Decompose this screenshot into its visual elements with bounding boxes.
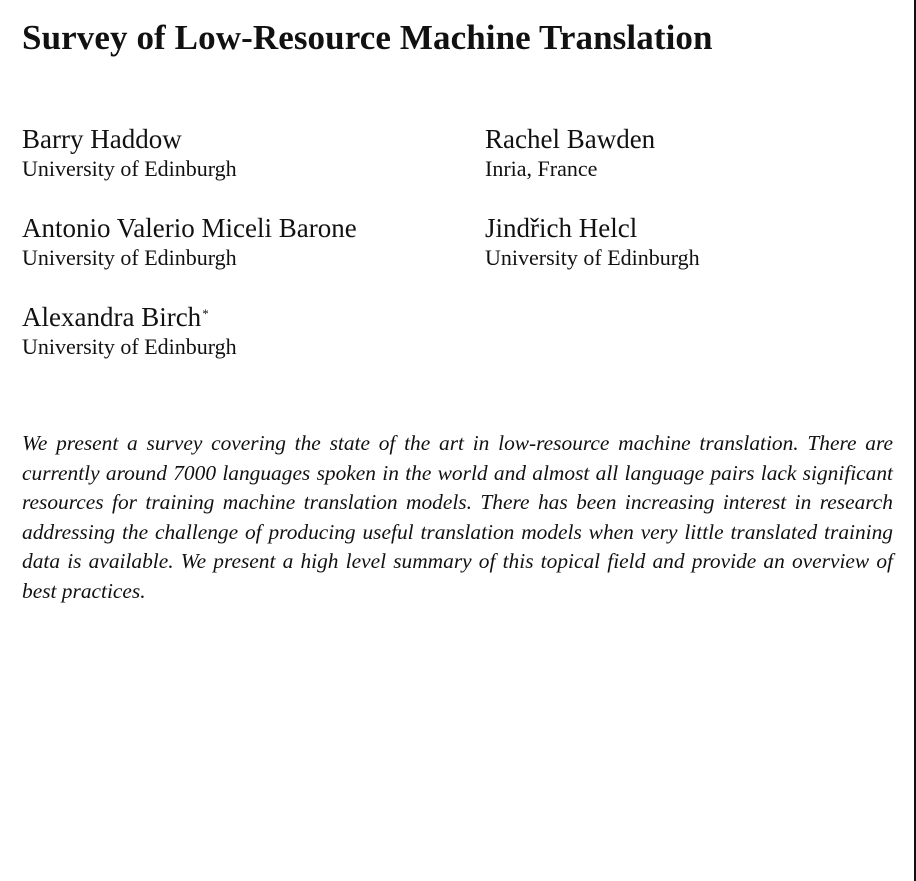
author-block [22,123,237,183]
author-name-text: Rachel Bawden [485,124,656,154]
author-block [485,212,700,272]
abstract-text: We present a survey covering the state of the art in low-resource machine translation. There are currently around 7000 languages spoken in the world and almost all language pairs lack significant resources for training machine translation models. There has been increasing interest in research addressing the challenge of producing useful translation models when very little translated training data is available. We present a high level summary of this topical field and provide an overview of best practices. [22,431,893,603]
author-affiliation: University of Edinburgh [485,245,700,270]
author-name [485,212,700,244]
author-block [22,212,357,272]
author-name-text: Jindřich Helcl [485,213,638,243]
author-name-text: Antonio Valerio Miceli Barone [22,213,357,243]
author-affiliation: Inria, France [485,156,598,181]
author-name-text: Alexandra Birch [22,302,202,332]
author-name [22,123,237,155]
author-block [485,123,655,183]
paper-title: Survey of Low-Resource Machine Translation [22,18,713,57]
author-name-text: Barry Haddow [22,124,182,154]
author-affiliation: University of Edinburgh [22,334,237,359]
author-name [22,301,237,333]
author-name [485,123,655,155]
corresponding-author-mark: * [202,306,209,321]
author-name [22,212,357,244]
author-affiliation: University of Edinburgh [22,156,237,181]
author-affiliation: University of Edinburgh [22,245,237,270]
author-block [22,301,237,361]
